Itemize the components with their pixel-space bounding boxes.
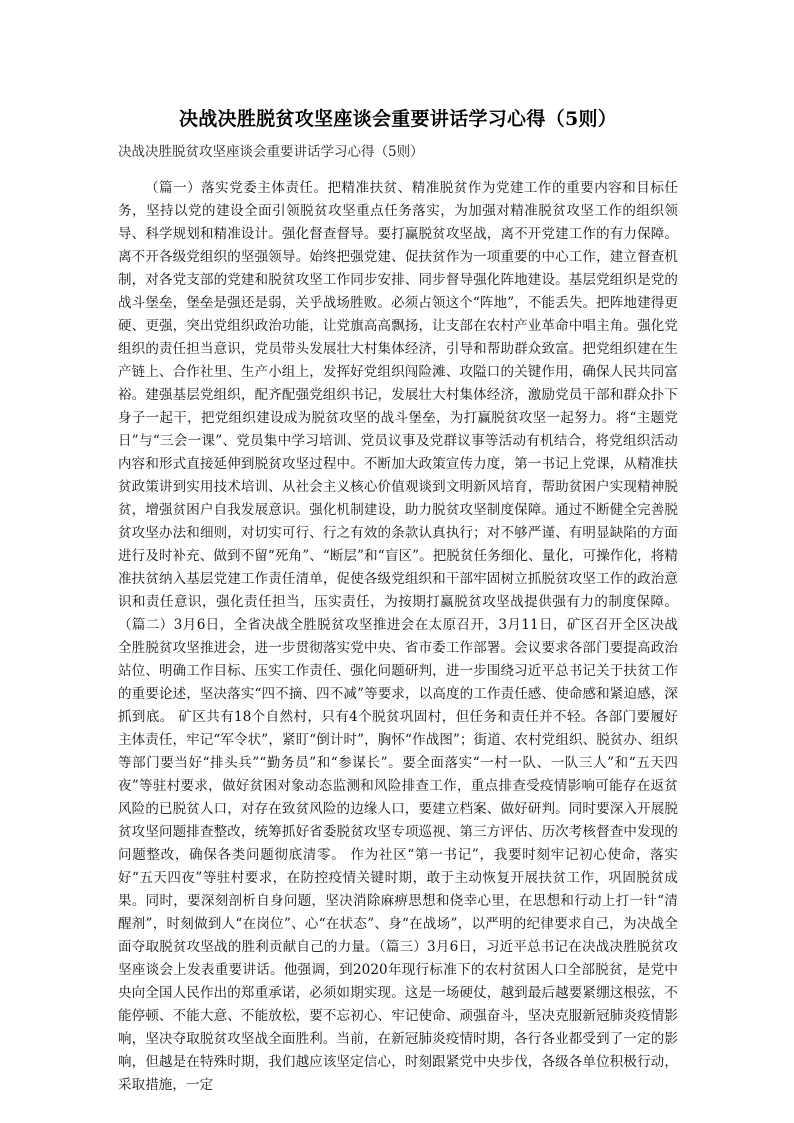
document-subtitle: 决战决胜脱贫攻坚座谈会重要讲话学习心得（5则）: [118, 144, 424, 160]
document-body: [118, 177, 678, 1097]
body-paragraph: （篇一）落实党委主体责任。把精准扶贫、精准脱贫作为党建工作的重要内容和目标任务，坚持以党的建设全面引领脱贫攻坚重点任务落实，为加强对精准脱贫攻坚工作的组织领导、科学规划和精准设计。强化督查督导。要打赢脱贫攻坚战，离不开党建工作的有力保障。离不开各级党组织的坚强领导。始终把强党建、促扶贫作为一项重要的中心工作，建立督查机制，对各党支部的党建和脱贫攻坚工作同步安排、同步督导强化阵地建设。基层党组织是党的战斗堡垒，堡垒是强还是弱，关乎战场胜败。必须占领这个“阵地”，不能丢失。把阵地建得更硬、更强，突出党组织政治功能，让党旗高高飘扬，让支部在农村产业革命中唱主角。强化党组织的责任担当意识，党员带头发展壮大村集体经济，引导和帮助群众致富。把党组织建在生产链上、合作社里、生产小组上，发挥好党组织闯险滩、攻隘口的关键作用，确保人民共同富裕。建强基层党组织，配齐配强党组织书记，发展壮大村集体经济，激励党员干部和群众扑下身子一起干，把党组织建设成为脱贫攻坚的战斗堡垒，为打赢脱贫攻坚一起努力。将“主题党日”与“三会一课”、党员集中学习培训、党员议事及党群议事等活动有机结合，将党组织活动内容和形式直接延伸到脱贫攻坚过程中。不断加大政策宣传力度，第一书记上党课，从精准扶贫政策讲到实用技术培训、从社会主义核心价值观谈到文明新风培育，帮助贫困户实现精神脱贫，增强贫困户自我发展意识。强化机制建设，助力脱贫攻坚制度保障。通过不断健全完善脱贫攻坚办法和细则，对切实可行、行之有效的条款认真执行；对不够严谨、有明显缺陷的方面进行及时补充、做到不留“死角”、“断层”和“盲区”。把脱贫任务细化、量化，可操作化，将精准扶贫纳入基层党建工作责任清单，促使各级党组织和干部牢固树立抓脱贫攻坚工作的政治意识和责任意识，强化责任担当，压实责任，为按期打赢脱贫攻坚战提供强有力的制度保障。（篇二）3月6日，全省决战全胜脱贫攻坚推进会在太原召开，3月11日，矿区召开全区决战全胜脱贫攻坚推进会，进一步贯彻落实党中央、省市委工作部署。会议要求各部门要提高政治站位、明确工作目标、压实工作责任、强化问题研判，进一步围绕习近平总书记关于扶贫工作的重要论述，坚决落实“四不摘、四不减”等要求，以高度的工作责任感、使命感和紧迫感，深抓到底。 矿区共有18个自然村，只有4个脱贫巩固村，但任务和责任并不轻。各部门要履好主体责任，牢记“军令状”，紧盯“倒计时”，胸怀“作战图”；街道、农村党组织、脱贫办、组织等部门要当好“排头兵”“勤务员”和“参谋长”。要全面落实“一村一队、一队三人”和“五天四夜”等驻村要求，做好贫困对象动态监测和风险排查工作，重点排查受疫情影响可能存在返贫风险的已脱贫人口，对存在致贫风险的边缘人口，要建立档案、做好研判。同时要深入开展脱贫攻坚问题排查整改，统筹抓好省委脱贫攻坚专项巡视、第三方评估、历次考核督查中发现的问题整改，确保各类问题彻底清零。 作为社区“第一书记”，我要时刻牢记初心使命，落实好“五天四夜”等驻村要求，在防控疫情关键时期，敢于主动恢复开展扶贫工作，巩固脱贫成果。同时，要深刻剖析自身问题，坚决消除麻痹思想和侥幸心里，在思想和行动上打一针“清醒剂”，时刻做到人“在岗位”、心“在状态”、身“在战场”，以严明的纪律要求自己，为决战全面夺取脱贫攻坚战的胜利贡献自己的力量。（篇三）3月6日，习近平总书记在决战决胜脱贫攻坚座谈会上发表重要讲话。他强调，到2020年现行标准下的农村贫困人口全部脱贫，是党中央向全国人民作出的郑重承诺，必须如期实现。这是一场硬仗，越到最后越要紧绷这根弦，不能停顿、不能大意、不能放松，要不忘初心、牢记使命、顽强奋斗，坚决克服新冠肺炎疫情影响，坚决夺取脱贫攻坚战全面胜利。当前，在新冠肺炎疫情时期，各行各业都受到了一定的影响，但越是在特殊时期，我们越应该坚定信心，时刻跟紧党中央步伐，各级各单位积极行动，采取措施，一定: [118, 180, 678, 1093]
document-title: 决战决胜脱贫攻坚座谈会重要讲话学习心得（5则）: [178, 108, 618, 130]
